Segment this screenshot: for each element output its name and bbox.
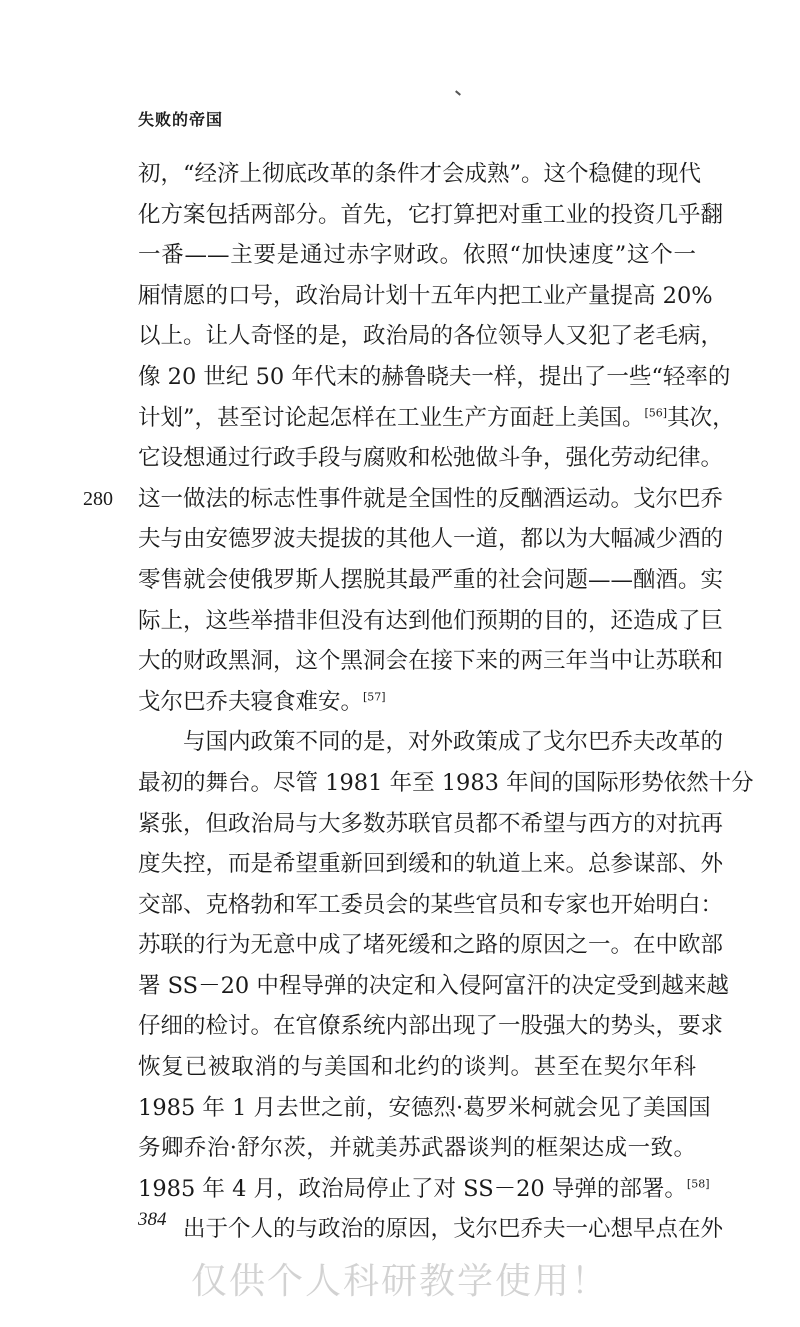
line-text: 际上，这些举措非但没有达到他们预期的目的，还造成了巨 (138, 607, 724, 634)
line-text: 出于个人的与政治的原因，戈尔巴乔夫一心想早点在外 (183, 1216, 724, 1243)
text-line (138, 844, 724, 885)
line-text: 零售就会使俄罗斯人摆脱其最严重的社会问题——酗酒。实 (138, 566, 724, 593)
text-line (138, 966, 729, 1007)
line-text-continued: 其次， (667, 404, 735, 431)
text-line (138, 195, 724, 236)
text-line (138, 1088, 711, 1129)
text-line (138, 438, 724, 479)
line-text: 像 20 世纪 50 年代末的赫鲁晓夫一样，提出了一些“轻率的 (138, 363, 731, 390)
text-line (138, 1209, 724, 1250)
line-text: 这一做法的标志性事件就是全国性的反酗酒运动。戈尔巴乔 (138, 485, 724, 512)
text-line (138, 1169, 710, 1210)
text-line (138, 925, 724, 966)
text-line (138, 804, 724, 845)
line-text: 大的财政黑洞，这个黑洞会在接下来的两三年当中让苏联和 (138, 648, 724, 675)
line-text: 化方案包括两部分。首先，它打算把对重工业的投资几乎翻 (138, 201, 724, 228)
line-text: 务卿乔治·舒尔茨，并就美苏武器谈判的框架达成一致。 (138, 1135, 696, 1162)
text-line (138, 276, 713, 317)
text-line (138, 682, 696, 723)
text-line (138, 398, 735, 439)
scan-speck (455, 90, 461, 95)
running-head: 失败的帝国 (138, 110, 224, 129)
text-line (138, 641, 724, 682)
text-line (138, 357, 731, 398)
line-text: 紧张，但政治局与大多数苏联官员都不希望与西方的对抗再 (138, 810, 724, 837)
line-text: 厢情愿的口号，政治局计划十五年内把工业产量提高 20% (138, 282, 713, 309)
text-line (138, 1006, 724, 1047)
text-line (138, 763, 754, 804)
text-line (138, 885, 724, 926)
page-number: 384 (138, 1209, 167, 1230)
text-line (138, 519, 724, 560)
line-text: 戈尔巴乔夫寝食难安。 (138, 688, 364, 715)
text-line (138, 1047, 696, 1088)
line-text: 初，“经济上彻底改革的条件才会成熟”。这个稳健的现代 (138, 161, 702, 187)
line-text: 夫与由安德罗波夫提拔的其他人一道，都以为大幅减少酒的 (138, 526, 724, 553)
footnote-ref: [57] (363, 690, 386, 704)
line-text: 恢复已被取消的与美国和北约的谈判。甚至在契尔年科 (138, 1054, 696, 1081)
text-line (138, 1128, 696, 1169)
line-text: 最初的舞台。尽管 1981 年至 1983 年间的国际形势依然十分 (138, 769, 754, 796)
footnote-ref: [56] (644, 406, 668, 420)
line-text: 仔细的检讨。在官僚系统内部出现了一股强大的势头，要求 (138, 1013, 724, 1040)
line-text: 苏联的行为无意中成了堵死缓和之路的原因之一。在中欧部 (138, 932, 724, 959)
line-text: 一番——主要是通过赤字财政。依照“加快速度”这个一 (138, 242, 696, 269)
line-text: 交部、克格勃和军工委员会的某些官员和专家也开始明白： (138, 891, 724, 918)
body-text (138, 154, 754, 1250)
margin-page-reference: 280 (83, 488, 113, 510)
text-line (138, 316, 724, 357)
line-text: 1985 年 4 月，政治局停止了对 SS－20 导弹的部署。 (138, 1175, 687, 1202)
footnote-ref: [58] (686, 1177, 710, 1191)
line-text: 1985 年 1 月去世之前，安德烈·葛罗米柯就会见了美国国 (138, 1094, 711, 1121)
text-line (138, 235, 696, 276)
text-line (138, 560, 724, 601)
line-text: 计划”，甚至讨论起怎样在工业生产方面赶上美国。 (138, 404, 645, 431)
text-line (138, 479, 724, 520)
line-text: 以上。让人奇怪的是，政治局的各位领导人又犯了老毛病， (138, 323, 724, 350)
line-text: 与国内政策不同的是，对外政策成了戈尔巴乔夫改革的 (183, 729, 724, 756)
text-line (138, 722, 724, 763)
text-line (138, 154, 702, 195)
watermark: 仅供个人科研教学使用！ (190, 1261, 609, 1302)
line-text: 度失控，而是希望重新回到缓和的轨道上来。总参谋部、外 (138, 851, 724, 878)
line-text: 署 SS－20 中程导弹的决定和入侵阿富汗的决定受到越来越 (138, 972, 729, 999)
text-line (138, 601, 724, 642)
line-text: 它设想通过行政手段与腐败和松弛做斗争，强化劳动纪律。 (138, 445, 724, 472)
